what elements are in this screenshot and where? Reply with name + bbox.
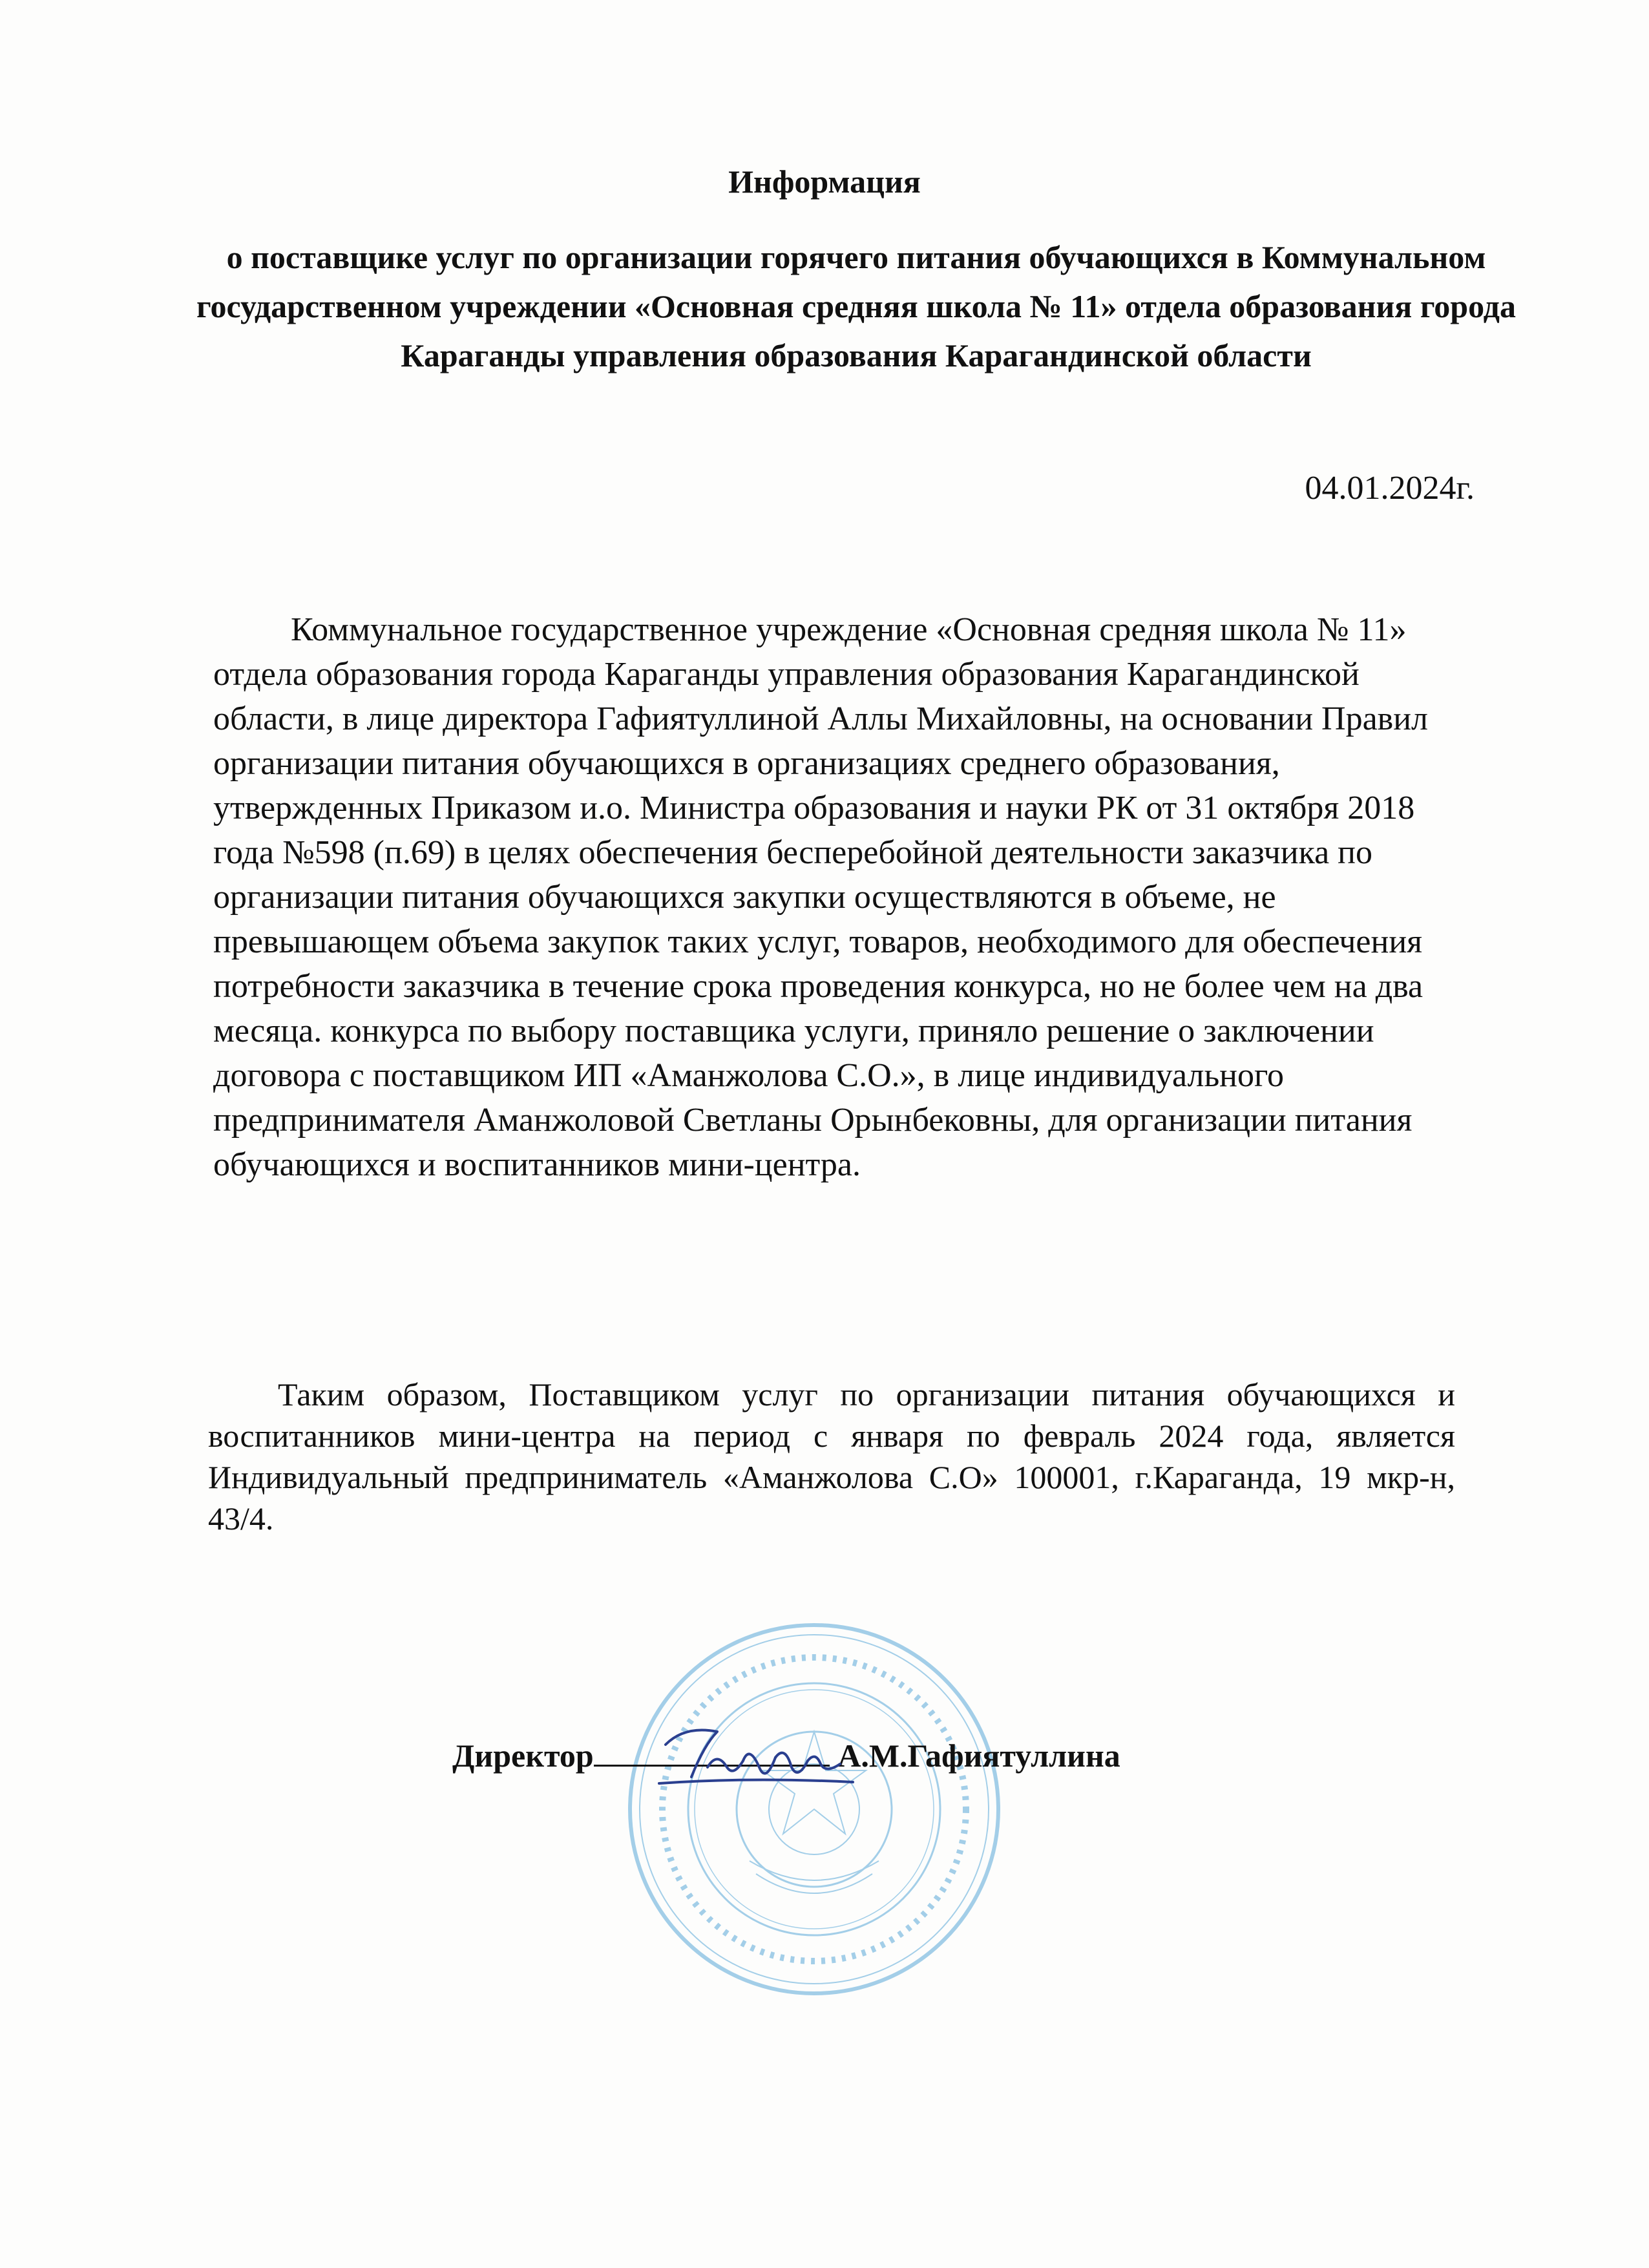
document-subtitle: о поставщике услуг по организации горячего питания обучающихся в Коммунальном государственном учреждении «Основная средняя школа № 11» отдела образования города Караганды управления образования Карагандинской области <box>196 239 1516 373</box>
body-paragraph-1: Коммунальное государственное учреждение «Основная средняя школа № 11» отдела образования города Караганды управления образования Карагандинской области, в лице директора Гафиятуллиной Аллы Михайловны, на основании Правил организации питания обучающихся в организациях среднего образования, утвержденных Приказом и.о. Министра образования и науки РК от 31 октября 2018 года №598 (п.69) в целях обеспечения бесперебойной деятельности заказчика по организации питания обучающихся закупки осуществляются в объеме, не превышающем объема закупок таких услуг, товаров, необходимого для обеспечения потребности заказчика в течение срока проведения конкурса, но не более чем на два месяца. конкурса по выбору поставщика услуги, приняло решение о заключении договора с поставщиком ИП «Аманжолова С.О.», в лице индивидуального предпринимателя Аманжоловой Светланы Орынбековны, для организации питания обучающихся и воспитанников мини-центра. <box>213 611 1428 1183</box>
signatory-name: А.М.Гафиятуллина <box>837 1738 1120 1774</box>
document-title: Информация <box>728 163 921 200</box>
official-seal-icon <box>620 1615 1008 2003</box>
handwritten-signature-icon <box>646 1706 859 1803</box>
signatory-position: Директор <box>452 1738 594 1774</box>
document-date: 04.01.2024г. <box>1305 470 1475 507</box>
body-paragraph-2: Таким образом, Поставщиком услуг по организации питания обучающихся и воспитанников мини-центра на период с января по февраль 2024 года, является Индивидуальный предприниматель «Аманжолова С.О» 100001, г.Караганда, 19 мкр-н, 43/4. <box>208 1376 1455 1537</box>
